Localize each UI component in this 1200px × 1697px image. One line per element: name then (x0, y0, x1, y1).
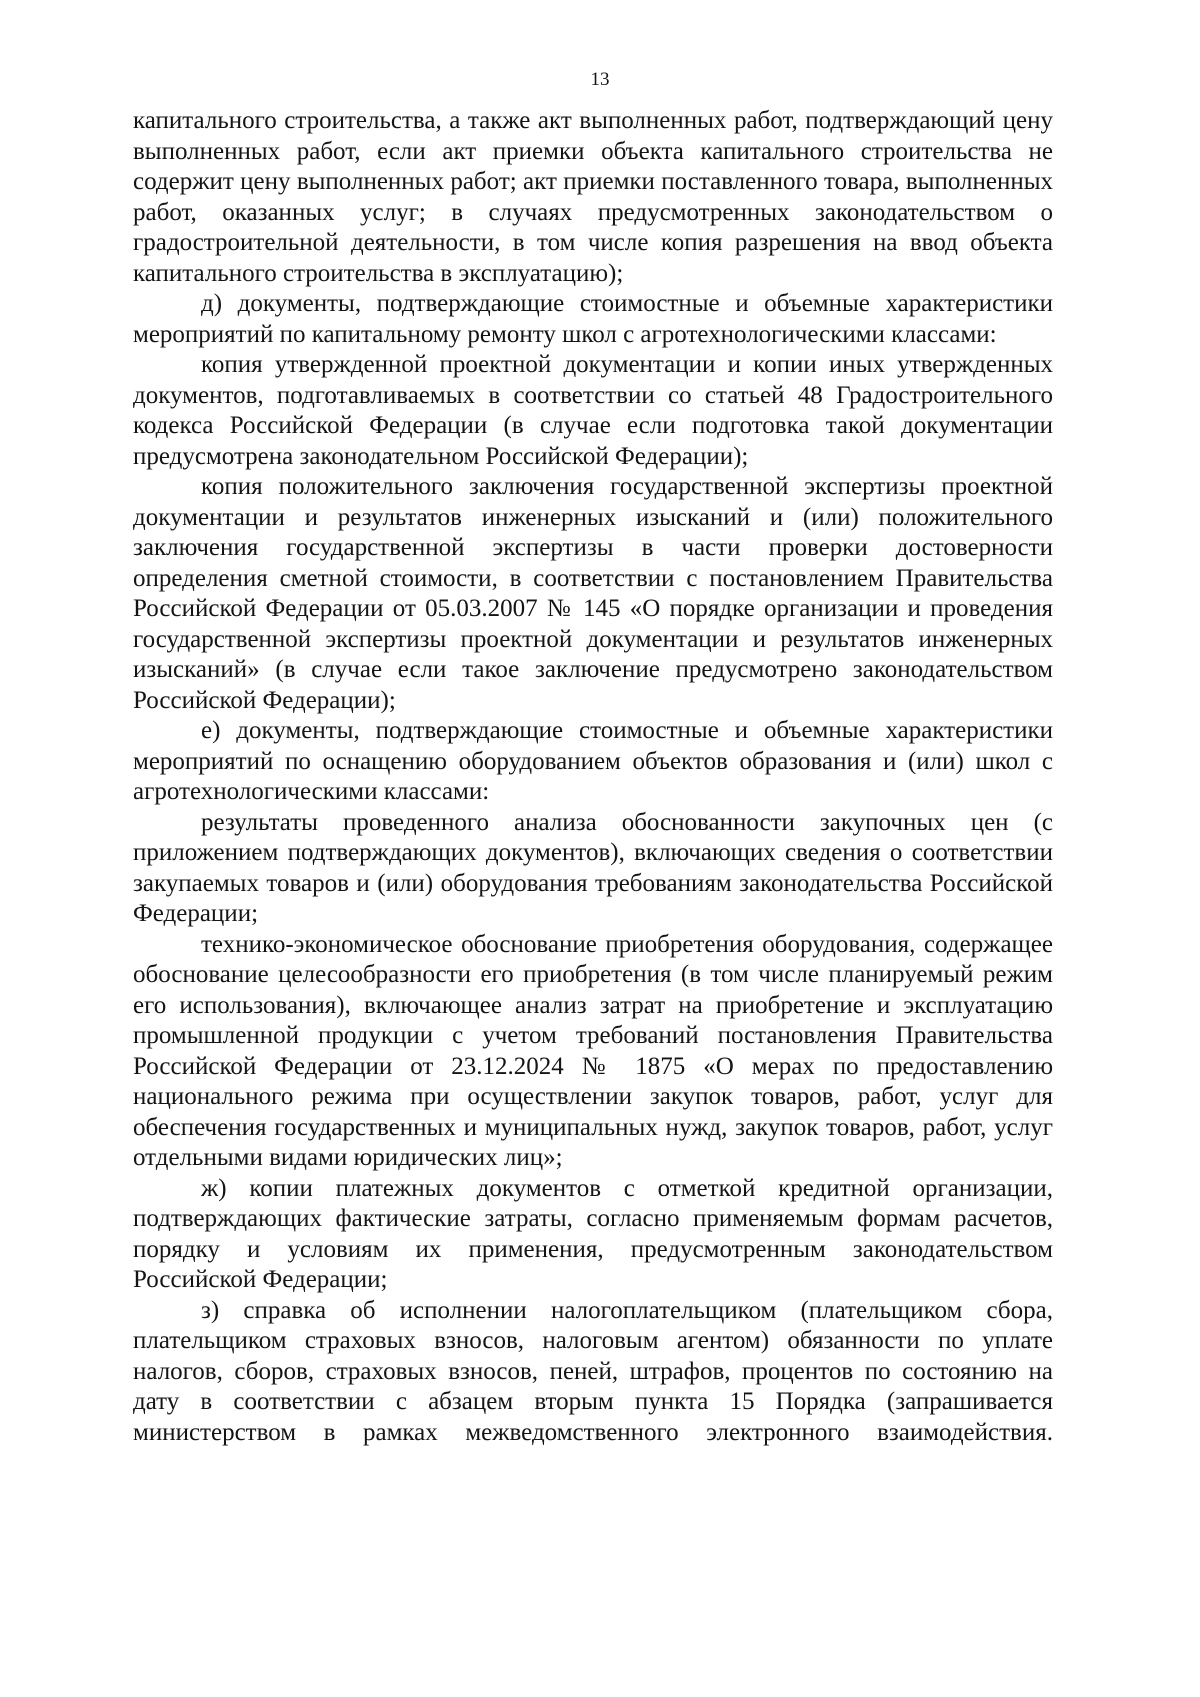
page-number: 13 (590, 69, 610, 90)
paragraph-item-e: е) документы, подтверждающие стоимостные и объемные характеристики мероприятий по оснащению оборудованием объектов образования и (или) школ с агротехнологическими классами: (133, 717, 1053, 805)
paragraph-price-analysis: результаты проведенного анализа обоснованности закупочных цен (с приложением подтверждающих документов), включающих сведения о соответствии закупаемых товаров и (или) оборудования требованиям законодательства Российской Федерации; (133, 808, 1053, 927)
paragraph-design-documentation: копия утвержденной проектной документации и копии иных утвержденных документов, подготавливаемых в соответствии со статьей 48 Градостроительного кодекса Российской Федерации (в случае если подготовка такой документации предусмотрена законодательном Российской Федерации); (133, 351, 1053, 470)
document-body (133, 106, 1053, 1448)
paragraph-item-d: д) документы, подтверждающие стоимостные и объемные характеристики мероприятий по капитальному ремонту школ с агротехнологическими классами: (133, 290, 1053, 348)
paragraph-state-expertise: копия положительного заключения государственной экспертизы проектной документации и результатов инженерных изысканий и (или) положительного заключения государственной экспертизы в части проверки достоверности определения сметной стоимости, в соответствии с постановлением Правительства Российской Федерации от 05.03.2007 № 145 «О порядке организации и проведения государственной экспертизы проектной документации и результатов инженерных изысканий» (в случае если такое заключение предусмотрено законодательством Российской Федерации); (133, 473, 1053, 714)
paragraph-feasibility-study: технико-экономическое обоснование приобретения оборудования, содержащее обоснование целесообразности его приобретения (в том числе планируемый режим его использования), включающее анализ затрат на приобретение и эксплуатацию промышленной продукции с учетом требований постановления Правительства Российской Федерации от 23.12.2024 № 1875 «О мерах по предоставлению национального режима при осуществлении закупок товаров, работ, услуг для обеспечения государственных и муниципальных нужд, закупок товаров, работ, услуг отдельными видами юридических лиц»; (133, 930, 1053, 1171)
paragraph-continuation: капитального строительства, а также акт выполненных работ, подтверждающий цену выполненных работ, если акт приемки объекта капитального строительства не содержит цену выполненных работ; акт приемки поставленного товара, выполненных работ, оказанных услуг; в случаях предусмотренных законодательством о градостроительной деятельности, в том числе копия разрешения на ввод объекта капитального строительства в эксплуатацию); (133, 107, 1053, 287)
paragraph-item-zh: ж) копии платежных документов с отметкой кредитной организации, подтверждающих фактические затраты, согласно применяемым формам расчетов, порядку и условиям их применения, предусмотренным законодательством Российской Федерации; (133, 1174, 1053, 1293)
paragraph-item-z: з) справка об исполнении налогоплательщиком (плательщиком сбора, плательщиком страховых взносов, налоговым агентом) обязанности по уплате налогов, сборов, страховых взносов, пеней, штрафов, процентов по состоянию на дату в соответствии с абзацем вторым пункта 15 Порядка (запрашивается министерством в рамках межведомственного электронного взаимодействия. (133, 1296, 1053, 1446)
